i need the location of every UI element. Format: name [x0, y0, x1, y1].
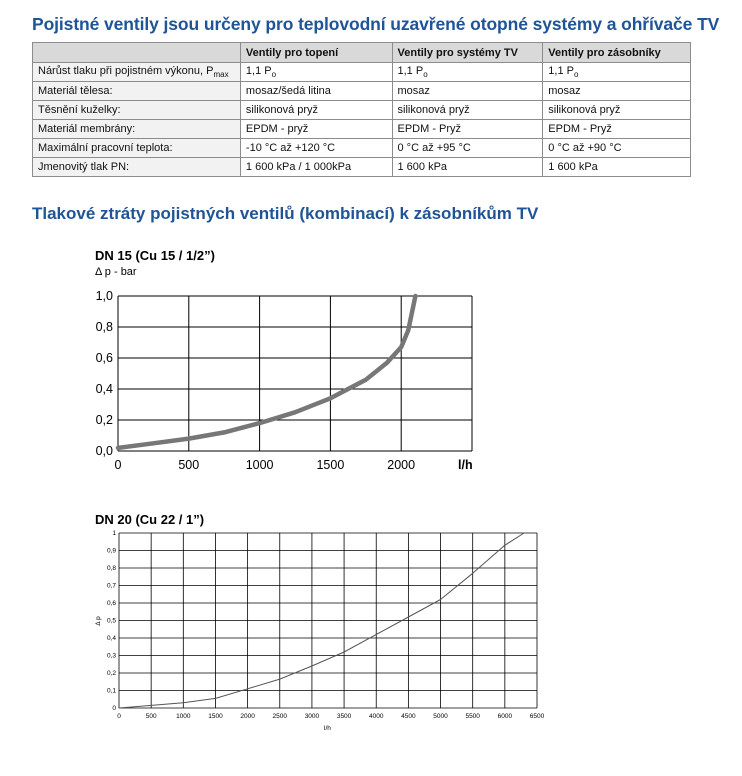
x-tick-label: 500: [145, 713, 157, 720]
row-label: Materiál membrány:: [33, 120, 241, 139]
table-cell: silikonová pryž: [543, 101, 691, 120]
table-cell: silikonová pryž: [240, 101, 392, 120]
x-axis-label: l/h: [324, 725, 331, 732]
y-axis-label: Δ p: [95, 616, 102, 626]
y-tick-label: 0,7: [106, 582, 116, 590]
cell-text: 1,1 P: [548, 64, 574, 77]
row-label: [33, 63, 241, 82]
y-tick-label: 0: [112, 705, 116, 712]
table-row: [33, 63, 691, 82]
table-row: [33, 120, 691, 139]
cell-text: 1,1 P: [245, 64, 272, 77]
y-tick-label: 0,6: [106, 600, 116, 607]
cell-subscript: o: [573, 70, 579, 80]
cell-subscript: o: [271, 70, 277, 80]
chart-title: DN 20 (Cu 22 / 1”): [95, 512, 205, 527]
table-header-cell: [33, 43, 241, 63]
table-cell: silikonová pryž: [392, 101, 543, 120]
row-label-subscript: max: [213, 70, 229, 80]
specification-table: [32, 42, 691, 177]
chart-dn15: [0, 240, 742, 480]
table-row: [33, 139, 691, 158]
x-tick-label: 1500: [316, 458, 345, 472]
x-tick-label: 1500: [208, 713, 223, 720]
cell-text: 1,1 P: [397, 64, 424, 77]
y-tick-label: 0,8: [95, 320, 113, 334]
chart-title: DN 15 (Cu 15 / 1/2”): [95, 248, 215, 263]
x-tick-label: 2000: [240, 713, 255, 720]
table-cell: [392, 63, 543, 82]
y-tick-label: 0,8: [106, 565, 116, 572]
y-tick-label: 1,0: [95, 289, 113, 303]
x-tick-label: 2000: [387, 458, 416, 472]
table-cell: -10 °C až +120 °C: [240, 139, 392, 158]
x-tick-label: 0: [114, 458, 122, 472]
y-tick-label: 0,4: [95, 382, 113, 396]
table-cell: 0 °C až +95 °C: [392, 139, 543, 158]
table-cell: 1 600 kPa / 1 000kPa: [240, 158, 392, 177]
x-tick-label: 1000: [245, 458, 274, 472]
table-row: [33, 101, 691, 120]
y-tick-label: 0,2: [106, 670, 116, 677]
table-header-cell: Ventily pro topení: [240, 43, 392, 63]
y-tick-label: 1: [112, 530, 116, 537]
x-tick-label: 3500: [336, 713, 352, 720]
table-cell: EPDM - Pryž: [543, 120, 691, 139]
table-row: [33, 82, 691, 101]
y-axis-label: Δ p - bar: [95, 266, 137, 278]
table-cell: 1 600 kPa: [543, 158, 691, 177]
y-tick-label: 0,3: [106, 652, 116, 660]
cell-subscript: o: [423, 70, 428, 80]
row-label: Těsnění kuželky:: [33, 101, 241, 120]
y-tick-label: 0,9: [106, 547, 116, 555]
x-tick-label: 2500: [272, 713, 288, 720]
y-tick-label: 0,4: [106, 635, 116, 642]
x-tick-label: 4500: [401, 713, 416, 720]
y-tick-label: 0,6: [95, 351, 113, 365]
row-label: Materiál tělesa:: [33, 82, 241, 101]
y-tick-label: 0,5: [106, 617, 116, 625]
x-tick-label: 6500: [529, 713, 545, 720]
x-tick-label: 3000: [304, 713, 320, 720]
page-heading: Pojistné ventily jsou určeny pro teplovodní uzavřené otopné systémy a ohřívače TV: [32, 14, 720, 34]
x-axis-label: l/h: [458, 458, 473, 472]
x-tick-label: 5500: [465, 713, 480, 720]
x-tick-label: 5000: [433, 713, 448, 720]
table-cell: EPDM - Pryž: [392, 120, 543, 139]
table-cell: mosaz: [543, 82, 691, 101]
x-tick-label: 4000: [368, 713, 384, 720]
table-header-row: [33, 43, 691, 63]
x-tick-label: 0: [117, 713, 121, 720]
x-tick-label: 6000: [497, 713, 513, 720]
row-label: Maximální pracovní teplota:: [33, 139, 241, 158]
x-tick-label: 1000: [176, 713, 191, 720]
table-cell: [543, 63, 691, 82]
table-header-cell: Ventily pro systémy TV: [392, 43, 543, 63]
table-cell: mosaz/šedá litina: [240, 82, 392, 101]
table-cell: 1 600 kPa: [392, 158, 543, 177]
chart-dn20: [0, 508, 742, 748]
table-header-cell: Ventily pro zásobníky: [543, 43, 691, 63]
table-cell: EPDM - pryž: [240, 120, 392, 139]
x-tick-label: 500: [178, 458, 200, 472]
table-row: [33, 158, 691, 177]
y-tick-label: 0,2: [95, 413, 113, 427]
table-cell: 0 °C až +90 °C: [543, 139, 691, 158]
table-cell: [240, 63, 392, 82]
y-tick-label: 0,0: [95, 444, 113, 458]
row-label-text: Nárůst tlaku při pojistném výkonu, P: [38, 64, 214, 77]
section-heading: Tlakové ztráty pojistných ventilů (kombinací) k zásobníkům TV: [32, 204, 539, 223]
data-series-line: [118, 296, 415, 448]
row-label: Jmenovitý tlak PN:: [33, 158, 241, 177]
y-tick-label: 0,1: [106, 687, 116, 695]
table-cell: mosaz: [392, 82, 543, 101]
